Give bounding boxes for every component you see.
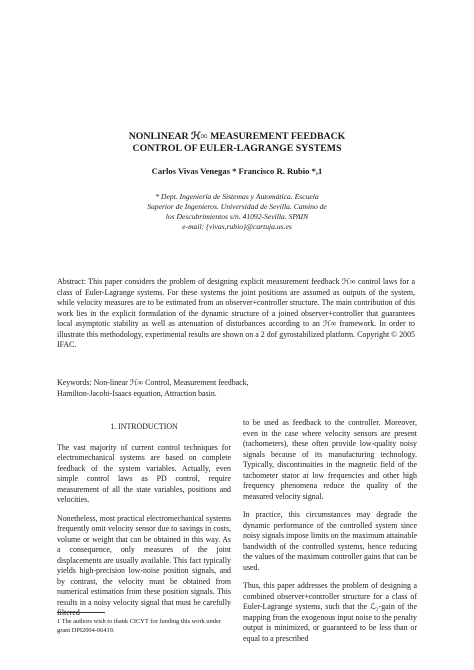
affiliation-email: e-mail: {vivas,rubio}@cartuja.us.es [182,222,292,231]
paper-title [40,131,434,155]
keywords-line: Hamilton-Jacobi-Isaacs equation, Attraction basin. [57,388,217,398]
body-paragraph: Nonetheless, most practical electromechanical systems frequently omit velocity sensor due to savings in costs, volume or weight that can be obtained in this way. As a consequence, only measures of the joint displacements are usually available. This fact typically yields high-precision low-noise position signals, and by contrast, the velocity must be obtained from numerical estimation from these position signals. This results in a noisy velocity signal that must be carefully filtered [57,513,231,617]
section-heading: 1. INTRODUCTION [110,422,178,431]
body-paragraph: In practice, this circumstances may degrade the dynamic performance of the controlled system since noisy signals impose limits on the maximum attainable bandwidth of the controlled systems, hence reducing the values of the maximum controller gains that can be used. [243,510,417,572]
author-list: Carlos Vivas Venegas * Francisco R. Rubio *,1 [151,166,323,176]
abstract: Abstract: This paper considers the problem of designing explicit measurement feedback ℋ∞ control laws for a class of Euler-Lagrange systems. For these systems the joint positions are assumed as outputs of the system, while velocity measures are to be estimated from an observer+controller structure. The main contribution of this work lies in the explicit formulation of the dynamic structure of a joined observer+controller that guarantees local asymptotic stability as well as attenuation of disturbances according to an ℋ∞ framework. In order to illustrate this methodology, experimental results are shown on a 2 dof gyrostabilized platform. Copyright © 2005 IFAC. [57,277,415,349]
right-column [243,418,417,652]
title-line-1: NONLINEAR ℋ∞ MEASUREMENT FEEDBACK [128,131,346,142]
affiliation-line: * Dept. Ingeniería de Sistemas y Automática. Escuela [155,192,319,201]
footnote-divider [57,612,105,613]
body-paragraph: to be used as feedback to the controller. Moreover, even in the case where velocity sensors are present (tachometers), these often provide low-quality noisy signals because of its manufacturing technology. Typically, discontinuities in the magnetic field of the tachometer stator at low frequencies and other high frequency phenomena reduce the quality of the measured velocity signal. [243,418,417,501]
affiliation-line: los Descubrimientos s/n. 41092-Sevilla. SPAIN [165,212,309,221]
affiliation-line: Superior de Ingenieros. Universidad de Sevilla. Camino de [147,202,327,211]
left-column [57,418,231,627]
keywords [57,378,415,399]
title-line-2: CONTROL OF EULER-LAGRANGE SYSTEMS [132,143,342,154]
body-paragraph: Thus, this paper addresses the problem of designing a combined observer+controller structure for a class of Euler-Lagrange systems, such that the ℒ₂-gain of the mapping from the exogenous input noise to the penalty output is minimized, or guaranteed to be less than or equal to a prescribed [243,581,417,643]
keywords-line: Keywords: Non-linear ℋ∞ Control, Measurement feedback, [57,378,249,387]
affiliation [90,192,384,232]
body-paragraph: The vast majority of current control techniques for electromechanical systems are based on complete feedback of the system variables. Actually, even simple control laws as PD control, require measurement of all the state variables, positions and velocities. [57,442,231,504]
footnote: 1 The authors wish to thank CICYT for funding this work under grant DPI2004-06419. [57,618,221,634]
